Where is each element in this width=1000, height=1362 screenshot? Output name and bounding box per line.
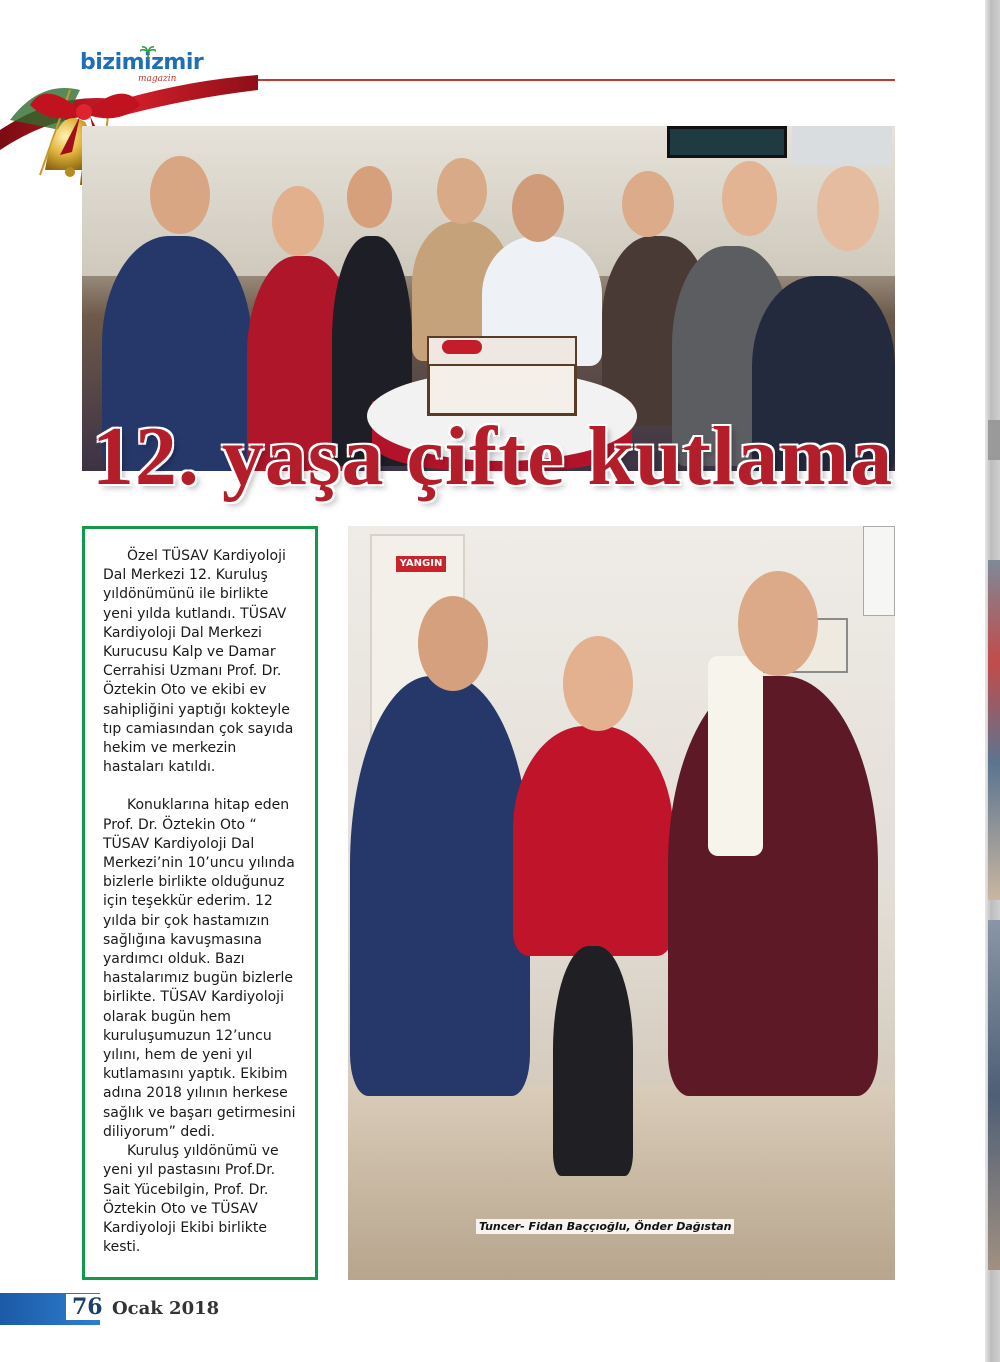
palm-tree-icon <box>140 46 156 60</box>
article-headline: 12. yaşa çifte kutlama <box>91 410 894 503</box>
article-paragraph: Özel TÜSAV Kardiyoloji Dal Merkezi 12. Kuruluş yıldönümünü ile birlikte yeni yılda kutlandı. TÜSAV Kardiyoloji Dal Merkezi Kurucusu Kalp ve Damar Cerrahisi Uzmanı Prof. Dr. Öztekin Oto ve ekibi ev sahipliğini yaptığı kokteyle tıp camiasından çok sayıda hekim ve merkezin hastaları katıldı. <box>103 548 294 776</box>
fire-sign: YANGIN <box>396 556 446 572</box>
article-paragraph: Kuruluş yıldönümü ve yeni yıl pastasını Prof.Dr. Sait Yücebilgin, Prof. Dr. Öztekin Oto ve TÜSAV Kardiyoloji Ekibi birlikte kesti. <box>103 1143 279 1256</box>
adjacent-page-edge <box>985 0 1000 1362</box>
magazine-logo: bizimizmir <box>80 50 204 75</box>
issue-date: Ocak 2018 <box>112 1298 220 1319</box>
article-paragraph: Konuklarına hitap eden Prof. Dr. Öztekin Oto “ TÜSAV Kardiyoloji Dal Merkezi’nin 10’uncu yılında bizlerle birlikte olduğunuz için teşekkür ederim. 12 yılda bir çok hastamızın sağlığına kavuşmasına yardımcı olduk. Bazı hastalarımız bugün bizlerle birlikte. TÜSAV Kardiyoloji olarak bugün hem kuruluşumuzun 12’uncu yılını, hem de yeni yıl kutlamasını yaptık. Ekibim adına 2018 yılının herkese sağlık ve başarı getirmesini diliyorum” dedi. <box>103 797 296 1140</box>
page-number: 76 <box>66 1294 109 1320</box>
article-text-box <box>82 526 318 1280</box>
header-rule <box>255 79 895 81</box>
magazine-logo-subtitle: magazin <box>138 74 177 84</box>
photo-caption: Tuncer- Fidan Baççıoğlu, Önder Dağıstan <box>476 1219 734 1234</box>
trio-portrait-photo <box>348 526 895 1280</box>
